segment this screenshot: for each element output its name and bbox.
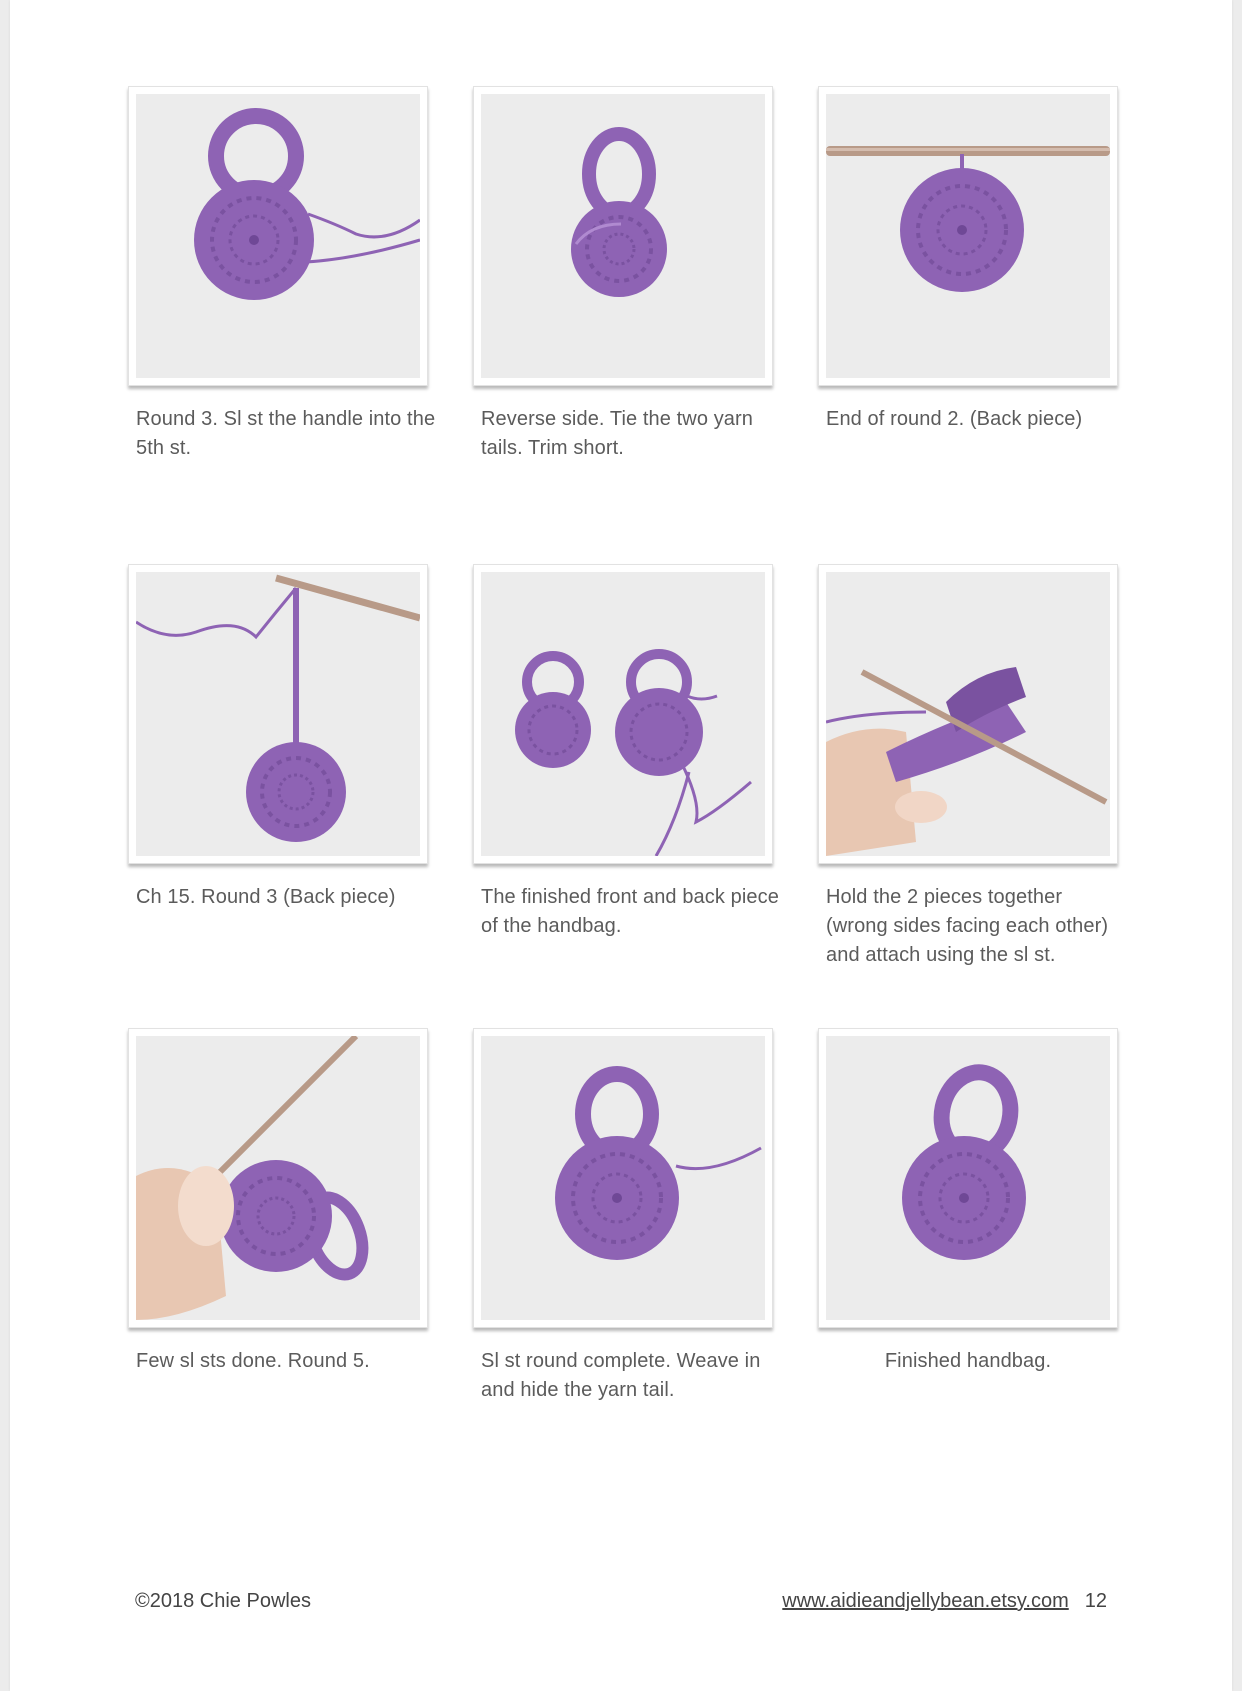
crochet-front-and-back-pieces-photo <box>481 572 765 856</box>
footer-right <box>782 1590 1107 1613</box>
step-caption: End of round 2. (Back piece) <box>826 408 1083 430</box>
page-number: 12 <box>1084 1590 1107 1612</box>
step-caption: Round 3. Sl st the handle into the 5th st. <box>136 408 436 459</box>
copyright-text: ©2018 Chie Powles <box>135 1590 311 1612</box>
step-photo-frame <box>473 1028 773 1328</box>
crochet-back-piece-chain-photo <box>136 572 420 856</box>
step-photo-frame <box>818 1028 1118 1328</box>
step-caption: Finished handbag. <box>884 1350 1052 1372</box>
crochet-joining-pieces-photo <box>826 572 1110 856</box>
crochet-handbag-reverse-side-photo <box>481 94 765 378</box>
website-link[interactable]: www.aidieandjellybean.etsy.com <box>782 1590 1069 1612</box>
step-photo-frame <box>128 564 428 864</box>
step-caption: Ch 15. Round 3 (Back piece) <box>136 886 396 908</box>
step-photo-frame <box>818 86 1118 386</box>
crochet-slip-stitch-complete-photo <box>481 1036 765 1320</box>
step-photo-frame <box>473 564 773 864</box>
step-photo-frame <box>473 86 773 386</box>
crochet-back-piece-on-hook-photo <box>826 94 1110 378</box>
step-caption: Hold the 2 pieces together (wrong sides facing each other) and attach using the sl st. <box>826 886 1109 966</box>
crochet-slip-stitch-progress-photo <box>136 1036 420 1320</box>
step-caption: Sl st round complete. Weave in and hide the yarn tail. <box>481 1350 761 1401</box>
step-caption: Reverse side. Tie the two yarn tails. Trim short. <box>481 408 754 459</box>
step-photo-frame <box>128 86 428 386</box>
document-page <box>10 0 1232 1691</box>
step-caption: Few sl sts done. Round 5. <box>136 1350 370 1372</box>
step-caption: The finished front and back piece of the handbag. <box>481 886 779 937</box>
crochet-handbag-front-piece-with-handle-photo <box>136 94 420 378</box>
crochet-finished-handbag-photo <box>826 1036 1110 1320</box>
step-photo-frame <box>128 1028 428 1328</box>
step-photo-frame <box>818 564 1118 864</box>
